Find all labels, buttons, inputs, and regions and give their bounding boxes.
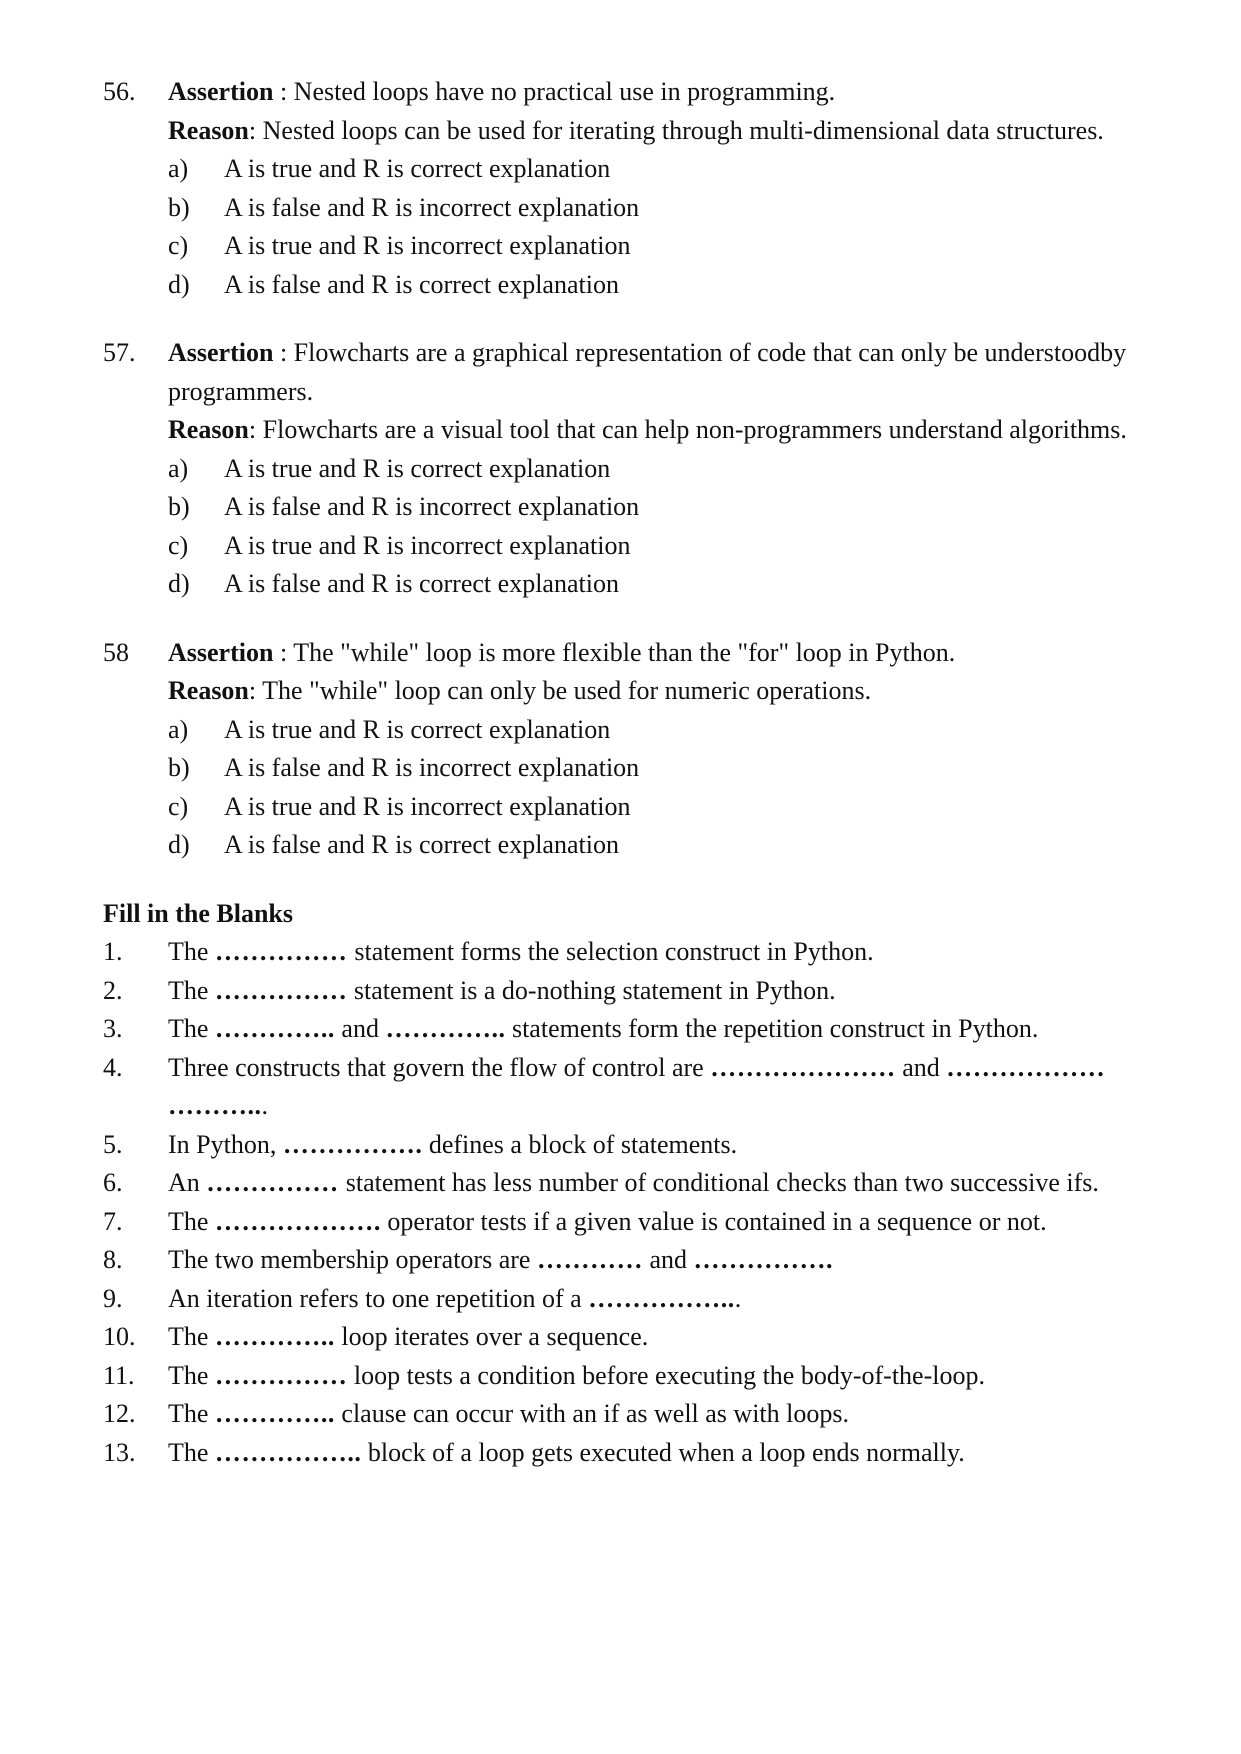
item-text: clause can occur with an if as well as with loops.	[334, 1399, 849, 1428]
item-number: 1.	[103, 937, 123, 966]
item-text: The	[168, 1360, 215, 1390]
assertion-label: Assertion	[168, 77, 274, 106]
option-text: A is false and R is correct explanation	[224, 830, 619, 859]
question-number: 57.	[103, 338, 136, 367]
reason-label: Reason	[168, 115, 249, 145]
option-text: A is true and R is incorrect explanation	[224, 231, 631, 260]
option-letter: a)	[168, 453, 189, 483]
assertion-label: Assertion	[168, 637, 274, 667]
reason-text: : The "while" loop can only be used for numeric operations.	[248, 676, 872, 705]
item-text: The	[168, 1014, 215, 1043]
item-text: operator tests if a given value is contained in a sequence or not.	[380, 1206, 1047, 1236]
item-text: defines a block of statements.	[422, 1129, 738, 1159]
question-58	[103, 634, 1183, 865]
option-letter: d)	[168, 569, 190, 598]
item-number: 4.	[103, 1052, 123, 1082]
fill-blank-item	[103, 1164, 1183, 1203]
item-text: In Python,	[168, 1129, 283, 1159]
options-list	[168, 150, 1183, 304]
item-text: An iteration refers to one repetition of a	[168, 1283, 589, 1313]
blank-dots: …………….	[693, 1245, 833, 1274]
assertion-text: : The "while" loop is more flexible than the "for" loop in Python.	[273, 637, 956, 667]
option-letter: d)	[168, 830, 190, 859]
option-text: A is true and R is correct explanation	[224, 714, 611, 744]
assertion-text: : Nested loops have no practical use in programming.	[273, 77, 836, 106]
document-page	[103, 73, 1183, 1472]
item-number: 3.	[103, 1014, 123, 1043]
option-d	[168, 565, 1183, 604]
item-text: statement forms the selection construct in Python.	[354, 937, 874, 966]
item-text: statements form the repetition construct in Python.	[505, 1014, 1039, 1043]
blank-dots: …………….	[282, 1129, 423, 1159]
fill-blank-item	[103, 1357, 1183, 1396]
blank-dots: ……………….	[214, 1206, 381, 1236]
item-text: The	[168, 1322, 215, 1351]
option-letter: b)	[168, 492, 190, 521]
assertion-text: : Flowcharts are a graphical representation of code that can only be understoodby programmers.	[168, 338, 1127, 406]
item-text: loop tests a condition before executing the body-of-the-loop.	[347, 1360, 985, 1390]
fill-blank-item	[103, 1318, 1183, 1357]
fill-blanks-list	[103, 933, 1183, 1472]
item-text: The two membership operators are	[168, 1245, 537, 1274]
item-text: The	[168, 1399, 215, 1428]
blank-dots: …………………	[710, 1052, 896, 1082]
item-text: and	[895, 1052, 947, 1082]
option-text: A is true and R is correct explanation	[224, 453, 611, 483]
item-number: 8.	[103, 1245, 123, 1274]
item-text: .	[261, 1091, 268, 1120]
fill-blank-item	[103, 1241, 1183, 1280]
fill-blank-item	[103, 1049, 1183, 1126]
fill-blank-item	[103, 1395, 1183, 1434]
blank-dots: ……………	[206, 1168, 346, 1197]
item-text: An	[168, 1168, 207, 1197]
option-d	[168, 266, 1183, 305]
option-text: A is true and R is incorrect explanation	[224, 530, 631, 560]
option-a	[168, 711, 1183, 750]
question-number: 56.	[103, 77, 136, 106]
item-number: 5.	[103, 1129, 123, 1159]
option-text: A is false and R is correct explanation	[224, 269, 619, 299]
option-b	[168, 749, 1183, 788]
blank-dots: …………..	[385, 1014, 506, 1043]
fill-blank-item	[103, 1280, 1183, 1319]
option-text: A is false and R is incorrect explanation	[224, 753, 640, 782]
option-d	[168, 826, 1183, 865]
reason-line	[168, 672, 1183, 711]
item-number: 6.	[103, 1168, 123, 1197]
option-letter: a)	[168, 714, 189, 744]
blank-dots: …………..	[214, 1399, 335, 1428]
reason-label: Reason	[168, 676, 249, 705]
fill-blank-item	[103, 1203, 1183, 1242]
item-text: The	[168, 975, 215, 1005]
question-number: 58	[103, 637, 129, 667]
blank-dots: …………..	[214, 1322, 335, 1351]
option-b	[168, 189, 1183, 228]
assertion-label: Assertion	[168, 338, 274, 367]
options-list	[168, 450, 1183, 604]
item-number: 11.	[103, 1360, 135, 1390]
blank-dots: …………	[536, 1245, 643, 1274]
reason-line	[168, 411, 1183, 450]
reason-label: Reason	[168, 415, 249, 444]
option-text: A is false and R is incorrect explanation	[224, 192, 640, 222]
reason-line	[168, 112, 1183, 151]
item-text: and	[642, 1245, 694, 1274]
assertion-line	[168, 634, 1183, 673]
option-text: A is false and R is incorrect explanation	[224, 492, 640, 521]
item-number: 2.	[103, 975, 123, 1005]
item-number: 12.	[103, 1399, 136, 1428]
item-number: 9.	[103, 1283, 123, 1313]
fill-in-the-blanks-section	[103, 895, 1183, 1473]
option-letter: c)	[168, 530, 189, 560]
fill-blank-item	[103, 972, 1183, 1011]
option-b	[168, 488, 1183, 527]
options-list	[168, 711, 1183, 865]
question-56	[103, 73, 1183, 304]
item-text: statement is a do-nothing statement in Python.	[347, 975, 836, 1005]
item-text: The	[168, 1437, 215, 1467]
item-text: The	[168, 937, 215, 966]
option-text: A is true and R is incorrect explanation	[224, 791, 631, 821]
item-text: and	[334, 1014, 386, 1043]
item-text: Three constructs that govern the flow of control are	[168, 1052, 711, 1082]
blank-dots: ……………… ………..	[168, 1052, 1106, 1120]
item-text: loop iterates over a sequence.	[334, 1322, 649, 1351]
option-c	[168, 788, 1183, 827]
reason-text: : Nested loops can be used for iterating through multi-dimensional data structures.	[248, 115, 1104, 145]
option-letter: b)	[168, 192, 190, 222]
item-text: The	[168, 1206, 215, 1236]
blank-dots: ……………..	[214, 1437, 362, 1467]
option-a	[168, 450, 1183, 489]
option-letter: c)	[168, 791, 189, 821]
item-number: 13.	[103, 1437, 136, 1467]
option-text: A is false and R is correct explanation	[224, 569, 619, 598]
assertion-line	[168, 334, 1183, 411]
item-number: 10.	[103, 1322, 136, 1351]
item-text: statement has less number of conditional checks than two successive ifs.	[345, 1168, 1099, 1197]
option-text: A is true and R is correct explanation	[224, 154, 611, 183]
blank-dots: ……………	[214, 937, 355, 966]
option-c	[168, 227, 1183, 266]
option-letter: d)	[168, 269, 190, 299]
option-letter: b)	[168, 753, 190, 782]
question-57	[103, 334, 1183, 604]
item-number: 7.	[103, 1206, 123, 1236]
fill-blank-item	[103, 1126, 1183, 1165]
blank-dots: …………..	[214, 1014, 335, 1043]
item-text: block of a loop gets executed when a loop ends normally.	[361, 1437, 965, 1467]
option-letter: a)	[168, 154, 189, 183]
section-title: Fill in the Blanks	[103, 898, 293, 928]
option-c	[168, 527, 1183, 566]
blank-dots: ……………	[214, 975, 348, 1005]
reason-text: : Flowcharts are a visual tool that can help non-programmers understand algorithms.	[248, 415, 1127, 444]
option-a	[168, 150, 1183, 189]
item-text: .	[734, 1283, 742, 1313]
fill-blank-item	[103, 1010, 1183, 1049]
fill-blank-item	[103, 1434, 1183, 1473]
blank-dots: ……………..	[588, 1283, 735, 1313]
assertion-line	[168, 73, 1183, 112]
fill-blank-item	[103, 933, 1183, 972]
blank-dots: ……………	[214, 1360, 348, 1390]
option-letter: c)	[168, 231, 189, 260]
